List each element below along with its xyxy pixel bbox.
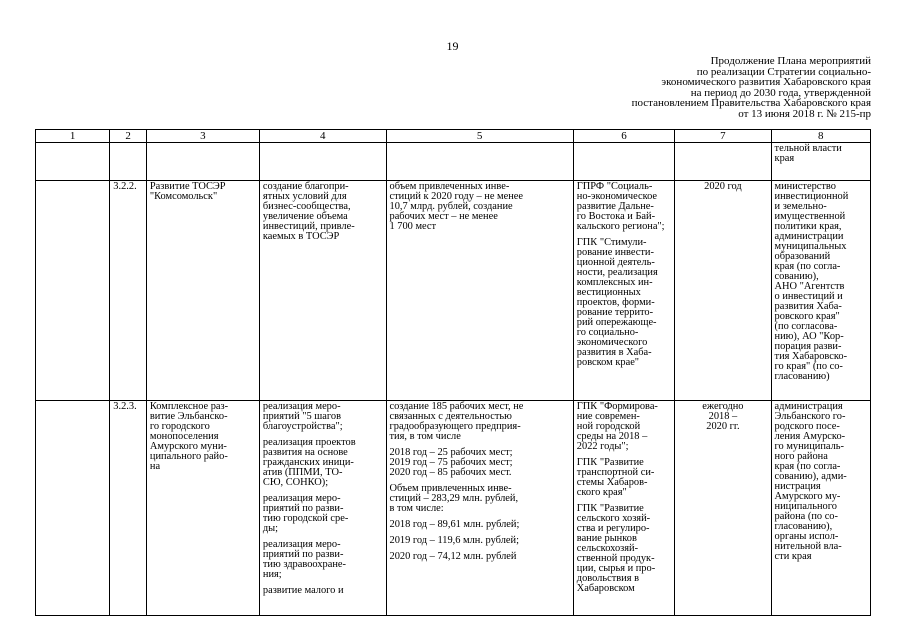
- column-number: 8: [771, 130, 870, 143]
- measures-table: [35, 129, 871, 616]
- column-number: 2: [110, 130, 147, 143]
- column-number: 4: [259, 130, 386, 143]
- program-item: ГПК "Развитие сельского хозяй- ства и регулиро- вание рынков сельскохозяй- ственной продук- ции, сырья и про- довольствия в Хабаровском: [576, 503, 656, 594]
- document-header: [571, 56, 871, 120]
- measure-result: объем привлеченных инве- стиций к 2020 году – не менее 10,7 млрд. рублей, создание рабочих мест – не менее 1 700 мест: [386, 181, 573, 401]
- measure-title: Комплексное раз- витие Эльбанско- го городского монопоселения Амурского муни- ципального райо- на: [146, 401, 259, 616]
- result-item: создание 185 рабочих мест, не связанных с деятельностью градообразующего предприя- тия, в том числе: [389, 401, 524, 442]
- result-item: 2018 год – 25 рабочих мест; 2019 год – 75 рабочих мест; 2020 год – 85 рабочих мест.: [389, 447, 513, 478]
- program-cell: [573, 401, 674, 616]
- program-item: ГПК "Развитие транспортной си- стемы Хабаров- ского края": [576, 457, 655, 498]
- responsible: администрация Эльбанского го- родского посе- ления Амурско- го муниципаль- ного района края (по согла- сованию), адми- нистрация Амурского му- ниципального района (по со- гласованию), органы испол- нительной вла- сти края: [771, 401, 870, 616]
- header-line: на период до 2030 года, утвержденной: [690, 86, 871, 99]
- header-line: по реализации Стратегии социально-: [696, 65, 871, 78]
- header-line: постановлением Правительства Хабаровского края: [631, 97, 871, 110]
- header-line: экономического развития Хабаровского края: [661, 76, 871, 89]
- column-number: 6: [573, 130, 674, 143]
- result-item: Объем привлеченных инве- стиций – 283,29 млн. рублей, в том числе:: [389, 483, 519, 514]
- content-item: развитие малого и: [262, 585, 344, 596]
- measure-content: [259, 401, 386, 616]
- program-item: ГПК "Формирова- ние современ- ной городской среды на 2018 – 2022 годы";: [576, 401, 658, 452]
- column-number: 5: [386, 130, 573, 143]
- result-item: 2020 год – 74,12 млн. рублей: [389, 551, 517, 562]
- content-item: реализация проектов развития на основе гражданских иници- атив (ППМИ, ТО- СЮ, СОНКО);: [262, 437, 356, 488]
- program-cell: [573, 181, 674, 401]
- row-number: 3.2.3.: [110, 401, 147, 616]
- page-number: 19: [446, 39, 459, 53]
- table-row: [36, 181, 871, 401]
- deadline: ежегодно 2018 – 2020 гг.: [675, 401, 771, 616]
- content-item: реализация меро- приятий "5 шагов благоустройства";: [262, 401, 343, 432]
- content-item: реализация меро- приятий по разви- тию городской сре- ды;: [262, 493, 349, 534]
- measure-content: создание благопри- ятных условий для бизнес-сообщества, увеличение объема инвестиций, привле- каемых в ТОСЭР: [259, 181, 386, 401]
- result-item: 2018 год – 89,61 млн. рублей;: [389, 519, 520, 530]
- measure-title: Развитие ТОСЭР "Комсомольск": [146, 181, 259, 401]
- deadline: 2020 год: [675, 181, 771, 401]
- measure-result: [386, 401, 573, 616]
- table-row: [36, 401, 871, 616]
- continuation-cell: тельной власти края: [771, 143, 870, 181]
- column-number-row: [36, 130, 871, 143]
- program-item: ГПРФ "Социаль- но-экономическое развитие Дальне- го Востока и Бай- кальского региона";: [576, 181, 665, 232]
- program-item: ГПК "Стимули- рование инвести- ционной деятель- ности, реализация комплексных ин- вестиционных проектов, форми- рование террито- рий опережающе- го социально- экономического развития в Хаба- ровском крае": [576, 237, 658, 368]
- result-item: 2019 год – 119,6 млн. рублей;: [389, 535, 519, 546]
- content-item: реализация меро- приятий по разви- тию здравоохране- ния;: [262, 539, 346, 580]
- header-line: от 13 июня 2018 г. № 215-пр: [738, 107, 871, 120]
- header-line: Продолжение Плана мероприятий: [710, 55, 871, 67]
- column-number: 7: [675, 130, 771, 143]
- column-number: 1: [36, 130, 110, 143]
- responsible: министерство инвестиционной и земельно- имущественной политики края, администрации муниципальных образований края (по согла- сованию), АНО "Агентств о инвестиций и развития Хаба- ровского края" (по согласова- нию), АО "Кор- порация разви- тия Хабаровско- го края" (по со- гласованию): [771, 181, 870, 401]
- row-number: 3.2.2.: [110, 181, 147, 401]
- continuation-row: [36, 143, 871, 181]
- column-number: 3: [146, 130, 259, 143]
